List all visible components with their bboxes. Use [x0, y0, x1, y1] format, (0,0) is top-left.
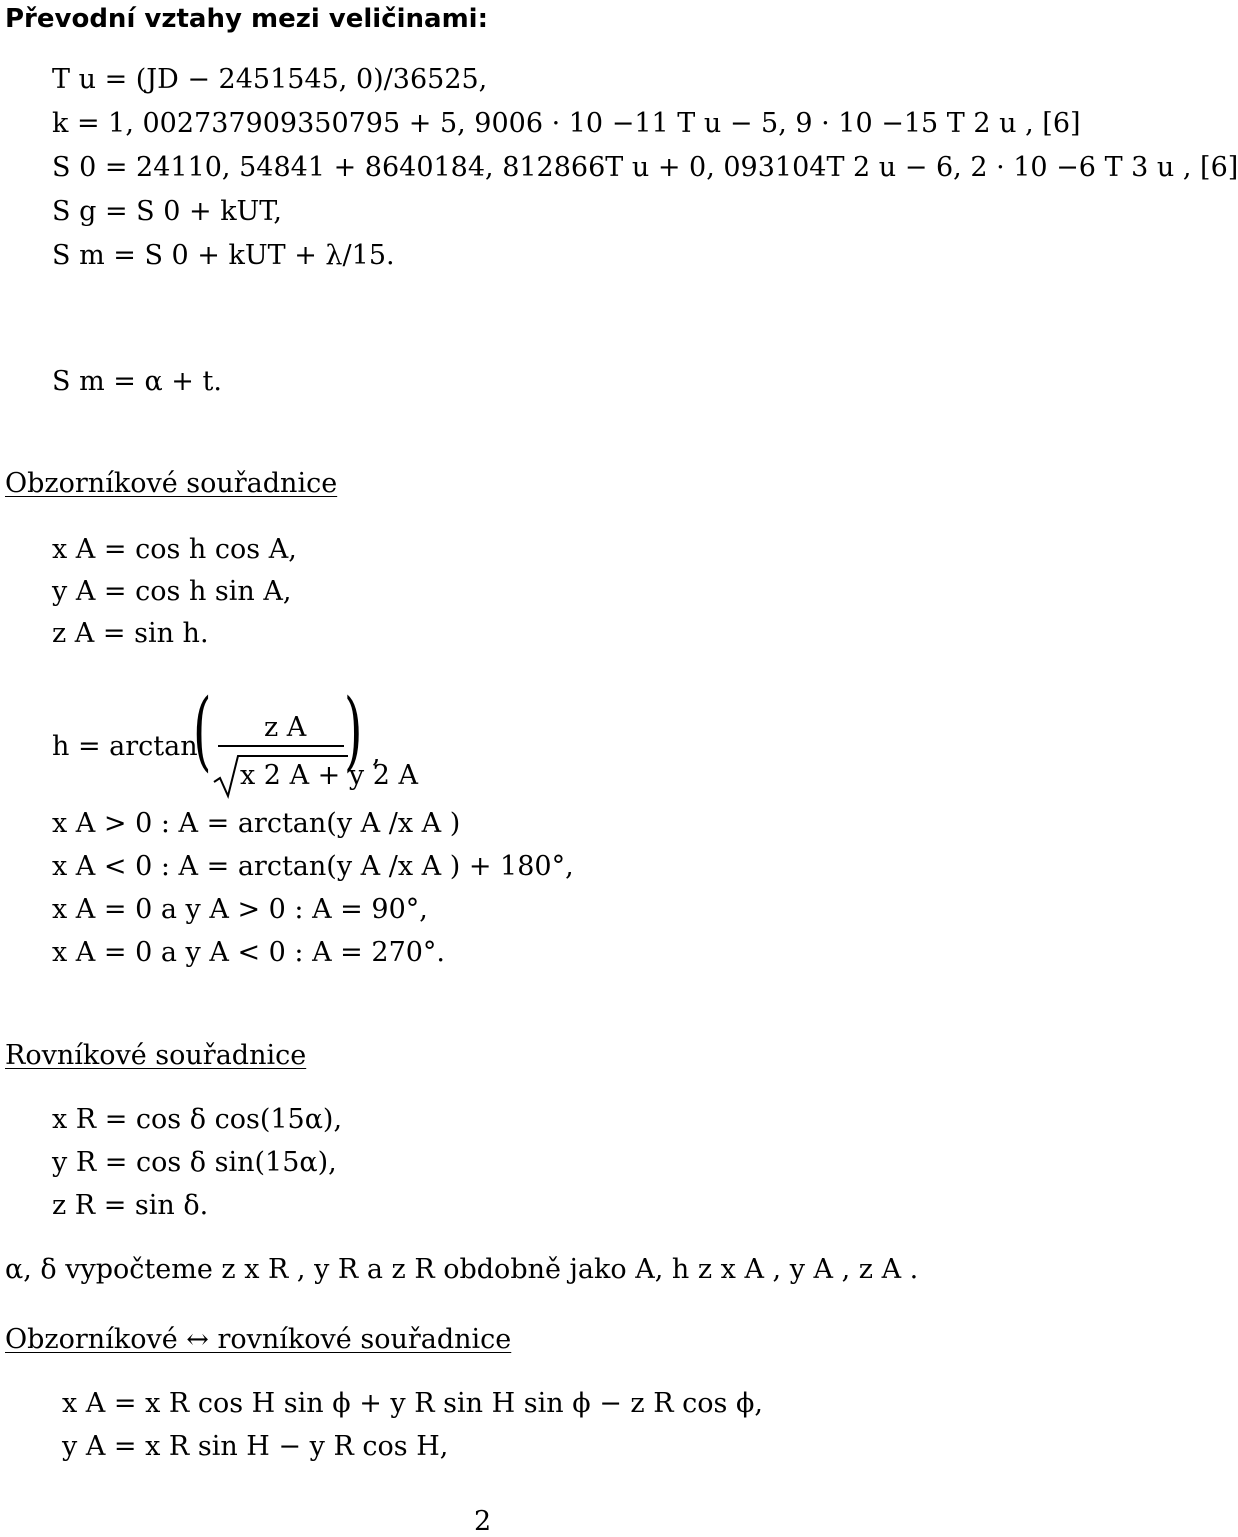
h-formula-denominator: x 2 A + y 2 A	[240, 760, 418, 791]
equatorial-note: α, δ vypočteme z x R , y R a z R obdobně jako A, h z x A , y A , z A .	[5, 1254, 919, 1285]
left-parenthesis: (	[193, 681, 212, 781]
equation-sg: S g = S 0 + kUT,	[52, 196, 282, 227]
equation-transform-xa: x A = x R cos H sin ϕ + y R sin H sin ϕ − z R cos ϕ,	[62, 1388, 763, 1419]
equation-k: k = 1, 002737909350795 + 5, 9006 · 10 −11 T u − 5, 9 · 10 −15 T 2 u , [6]	[52, 108, 1081, 139]
azimuth-case-3: x A = 0 a y A > 0 : A = 90°,	[52, 894, 428, 925]
equation-ya: y A = cos h sin A,	[52, 576, 292, 607]
azimuth-case-2: x A < 0 : A = arctan(y A /x A ) + 180°,	[52, 851, 574, 882]
equation-yr: y R = cos δ sin(15α),	[52, 1147, 337, 1178]
h-formula-numerator: z A	[264, 712, 307, 743]
equation-xr: x R = cos δ cos(15α),	[52, 1104, 343, 1135]
section-heading-horizontal: Obzorníkové souřadnice	[5, 468, 338, 499]
fraction-bar	[218, 745, 344, 747]
section-heading-equatorial: Rovníkové souřadnice	[5, 1040, 307, 1071]
azimuth-case-4: x A = 0 a y A < 0 : A = 270°.	[52, 937, 446, 968]
equation-s0: S 0 = 24110, 54841 + 8640184, 812866T u + 0, 093104T 2 u − 6, 2 · 10 −6 T 3 u , [6]	[52, 152, 1238, 183]
page-title: Převodní vztahy mezi veličinami:	[5, 4, 488, 34]
h-formula-trail: ,	[372, 738, 381, 769]
equation-tu: T u = (JD − 2451545, 0)/36525,	[52, 64, 488, 95]
right-parenthesis: )	[344, 681, 363, 781]
section-heading-transform: Obzorníkové ↔ rovníkové souřadnice	[5, 1324, 512, 1355]
equation-xa: x A = cos h cos A,	[52, 534, 297, 565]
equation-zr: z R = sin δ.	[52, 1190, 209, 1221]
azimuth-case-1: x A > 0 : A = arctan(y A /x A )	[52, 808, 461, 839]
equation-sm-alpha: S m = α + t.	[52, 366, 222, 397]
equation-transform-ya: y A = x R sin H − y R cos H,	[62, 1431, 449, 1462]
h-formula-lhs: h = arctan	[52, 731, 198, 762]
equation-sm: S m = S 0 + kUT + λ/15.	[52, 240, 395, 271]
page-number: 2	[474, 1506, 492, 1537]
equation-za: z A = sin h.	[52, 618, 209, 649]
